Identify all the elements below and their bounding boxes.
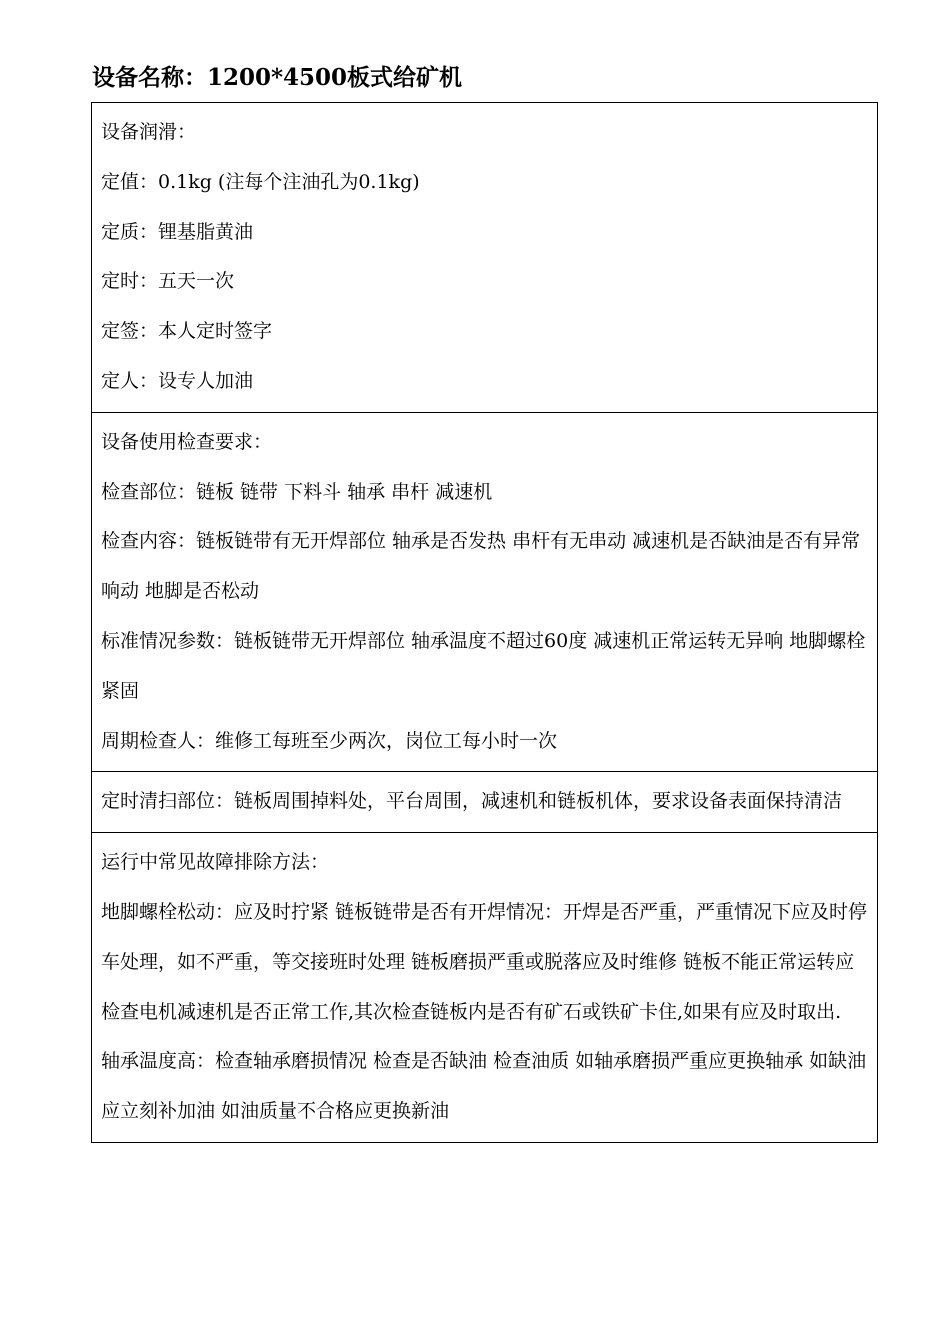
document-title: 设备名称：1200*4500板式给矿机 [92,64,463,91]
troubleshooting-bolts-chain: 地脚螺栓松动：应及时拧紧 链板链带是否有开焊情况：开焊是否严重，严重情况下应及时停车处理，如不严重，等交接班时处理 链板磨损严重或脱落应及时维修 链板不能正常运转应检查电机减速机是否正常工作,其次检查链板内是否有矿石或铁矿卡住,如果有应及时取出. [101,900,868,1023]
inspection-period: 周期检查人：维修工每班至少两次，岗位工每小时一次 [101,729,558,752]
lubrication-row [92,103,878,413]
lubrication-schedule: 定时：五天一次 [101,270,235,293]
inspection-row [92,412,878,772]
inspection-parts: 检查部位：链板 链带 下料斗 轴承 串杆 减速机 [101,480,493,503]
lubrication-person: 定人：设专人加油 [101,369,254,392]
lubrication-heading: 设备润滑： [101,121,197,143]
lubrication-quantity: 定值：0.1kg (注每个注油孔为0.1kg) [101,170,420,193]
cleaning-cell [92,772,878,833]
cleaning-text: 定时清扫部位：链板周围掉料处，平台周围，减速机和链板机体，要求设备表面保持清洁 [101,790,843,813]
troubleshooting-heading: 运行中常见故障排除方法： [101,851,330,874]
troubleshooting-row [92,833,878,1143]
cleaning-row [92,772,878,833]
lubrication-quality: 定质：锂基脂黄油 [101,220,254,243]
inspection-standards: 标准情况参数：链板链带无开焊部位 轴承温度不超过60度 减速机正常运转无异响 地脚螺栓紧固 [101,629,866,702]
inspection-heading: 设备使用检查要求： [101,430,273,453]
lubrication-signoff: 定签：本人定时签字 [101,320,273,343]
inspection-cell [92,412,878,772]
lubrication-cell [92,103,878,413]
troubleshooting-bearing: 轴承温度高：检查轴承磨损情况 检查是否缺油 检查油质 如轴承磨损严重应更换轴承 如缺油应立刻补加油 如油质量不合格应更换新油 [101,1050,867,1123]
inspection-content: 检查内容：链板链带有无开焊部位 轴承是否发热 串杆有无串动 减速机是否缺油是否有异常响动 地脚是否松动 [101,530,861,603]
maintenance-table [91,102,878,1143]
troubleshooting-cell [92,833,878,1143]
